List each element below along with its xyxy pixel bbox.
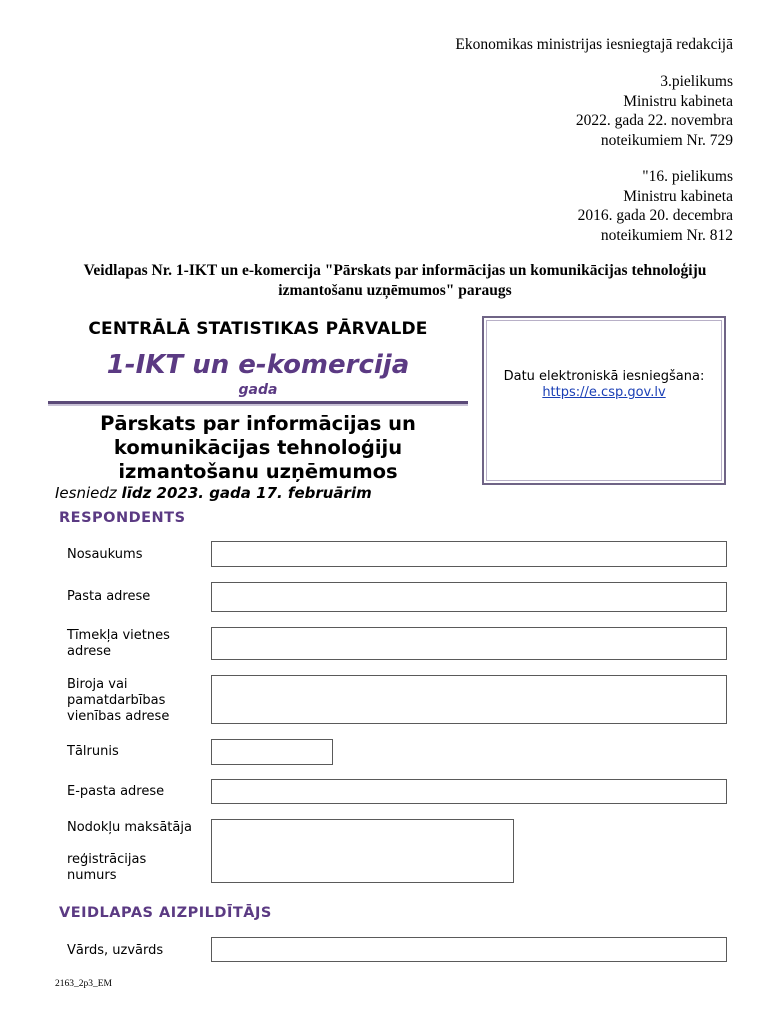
name-field[interactable] [211, 541, 727, 567]
filler-name-field[interactable] [211, 937, 727, 962]
electronic-submission-link[interactable]: https://e.csp.gov.lv [542, 385, 666, 400]
office-address-label: Biroja vai pamatdarbības vienības adrese [67, 677, 170, 724]
electronic-submission-label: Datu elektroniskā iesniegšana: [503, 369, 705, 384]
tax-number-label-line2: reģistrācijas numurs [67, 852, 147, 883]
filler-heading: VEIDLAPAS AIZPILDĪTĀJS [59, 905, 272, 921]
annex-new-line-3: 2022. gada 22. novembra [575, 112, 733, 129]
due-prefix: Iesniedz [55, 484, 122, 502]
annex-new-line-4: noteikumiem Nr. 729 [600, 131, 733, 149]
postal-address-field[interactable] [211, 582, 727, 612]
due-date-value: līdz 2023. gada 17. februārim [121, 484, 372, 502]
annex-old-line-3: 2016. gada 20. decembra [577, 207, 733, 224]
filler-name-label: Vārds, uzvārds [67, 943, 164, 958]
postal-address-label: Pasta adrese [67, 589, 151, 604]
website-label: Tīmekļa vietnes adrese [67, 628, 170, 659]
office-address-field[interactable] [211, 675, 727, 724]
phone-field[interactable] [211, 739, 333, 765]
tax-number-label-line1: Nodokļu maksātāja [67, 820, 192, 835]
electronic-submission-box [482, 316, 726, 485]
annex-new-line-1: 3.pielikums [660, 73, 733, 90]
annex-old-line-4: noteikumiem Nr. 812 [600, 226, 733, 244]
header-divider [48, 401, 468, 404]
form-period: gada [238, 382, 278, 398]
annex-new-line-2: Ministru kabineta [623, 92, 733, 110]
annex-old-line-2: Ministru kabineta [623, 187, 733, 205]
annex-old-line-1: "16. pielikums [642, 168, 733, 185]
footer-code: 2163_2p3_EM [55, 979, 112, 989]
email-label: E-pasta adrese [67, 784, 165, 799]
tax-number-field[interactable] [211, 819, 514, 883]
ministry-note: Ekonomikas ministrijas iesniegtajā redakcijā [455, 36, 733, 53]
name-label: Nosaukums [67, 547, 143, 562]
respondents-heading: RESPONDENTS [59, 510, 186, 526]
email-field[interactable] [211, 779, 727, 804]
phone-label: Tālrunis [67, 744, 119, 759]
form-title: Veidlapas Nr. 1-IKT un e-komercija "Pārskats par informācijas un komunikācijas tehnoloģiju izmantošanu uzņēmumos" paraugs [83, 262, 707, 299]
authority-name: CENTRĀLĀ STATISTIKAS PĀRVALDE [88, 319, 428, 339]
survey-title: Pārskats par informācijas un komunikācijas tehnoloģiju izmantošanu uzņēmumos [100, 412, 416, 483]
form-code: 1-IKT un e-komercija [106, 350, 410, 380]
website-field[interactable] [211, 627, 727, 660]
due-date [55, 484, 372, 502]
